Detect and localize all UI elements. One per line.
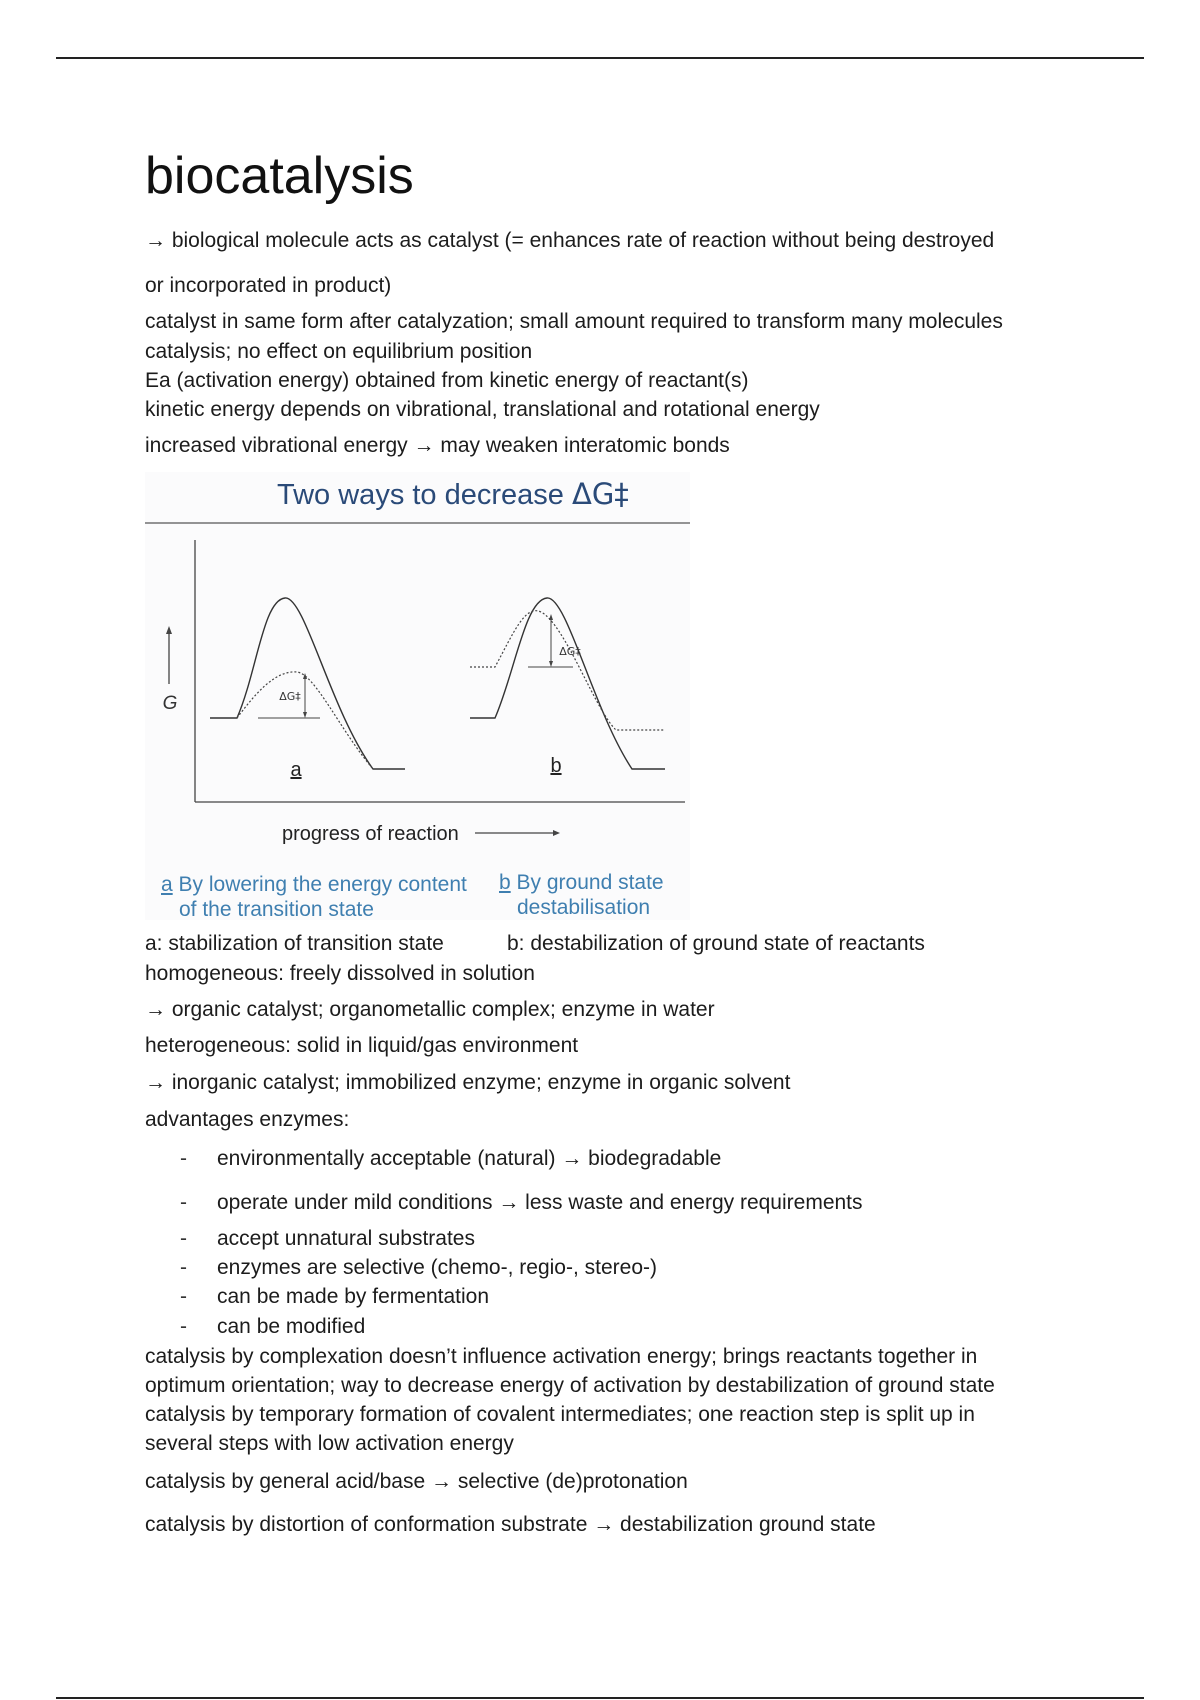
stabilization-b-text: b: destabilization of ground state of reactants xyxy=(507,932,925,955)
intro-line: → biological molecule acts as catalyst (= enhances rate of reaction without being destroyed xyxy=(145,229,995,252)
advantage-item: enzymes are selective (chemo-, regio-, stereo-) xyxy=(217,1256,657,1279)
body-line: homogeneous: freely dissolved in solution xyxy=(145,962,535,985)
closing-line: catalysis by complexation doesn’t influence activation energy; brings reactants together in xyxy=(145,1345,978,1368)
panel-b-arrow-head-top xyxy=(549,614,553,620)
figure-title-text: Two ways to decrease xyxy=(277,479,572,511)
panel-b-label: b xyxy=(550,755,562,777)
caption-a-line2: of the transition state xyxy=(179,898,374,921)
body-line: heterogeneous: solid in liquid/gas environment xyxy=(145,1034,579,1057)
closing-line: optimum orientation; way to decrease energy of activation by destabilization of ground state xyxy=(145,1374,995,1397)
caption-a-letter: a xyxy=(161,873,173,896)
caption-b xyxy=(499,870,664,920)
intro-line: increased vibrational energy → may weaken interatomic bonds xyxy=(145,434,730,457)
panel-b-destabilised-curve xyxy=(470,611,665,730)
stabilization-a-text: a: stabilization of transition state xyxy=(145,932,444,955)
closing-line: catalysis by general acid/base → selective (de)protonation xyxy=(145,1470,688,1493)
bullet-marker: - xyxy=(180,1227,187,1250)
advantage-item: accept unnatural substrates xyxy=(217,1227,475,1250)
panel-a-uncatalysed-curve xyxy=(210,598,405,769)
closing-line: catalysis by distortion of conformation substrate → destabilization ground state xyxy=(145,1513,876,1536)
y-axis-label: G xyxy=(162,693,178,714)
panel-a-arrow-head-bottom xyxy=(303,712,307,718)
intro-line: catalyst in same form after catalyzation; small amount required to transform many molecules xyxy=(145,310,1003,333)
panel-b-uncatalysed-curve xyxy=(470,598,665,769)
intro-line: Ea (activation energy) obtained from kinetic energy of reactant(s) xyxy=(145,369,749,392)
caption-a-line1: By lowering the energy content xyxy=(172,873,467,896)
intro-line: or incorporated in product) xyxy=(145,274,392,297)
advantages-heading: advantages enzymes: xyxy=(145,1108,350,1131)
top-rule xyxy=(56,57,1144,59)
bullet-marker: - xyxy=(180,1147,187,1170)
bullet-marker: - xyxy=(180,1256,187,1279)
panel-a-delta-g-label: ΔG‡ xyxy=(279,690,301,703)
caption-b-letter: b xyxy=(499,871,511,894)
closing-line: catalysis by temporary formation of covalent intermediates; one reaction step is split up in xyxy=(145,1403,975,1426)
bullet-marker: - xyxy=(180,1315,187,1338)
caption-b-line2: destabilisation xyxy=(517,896,651,919)
panel-b-arrow-head-bottom xyxy=(549,661,553,667)
panel-b-delta-g-label: ΔG‡ xyxy=(559,645,581,658)
body-line: → inorganic catalyst; immobilized enzyme; enzyme in organic solvent xyxy=(145,1071,791,1094)
caption-a xyxy=(161,872,467,922)
bullet-marker: - xyxy=(180,1285,187,1308)
intro-line: kinetic energy depends on vibrational, translational and rotational energy xyxy=(145,398,820,421)
advantage-item: can be modified xyxy=(217,1315,366,1338)
x-axis-arrow-head xyxy=(553,830,560,836)
bottom-rule xyxy=(56,1697,1144,1699)
intro-line: catalysis; no effect on equilibrium position xyxy=(145,340,533,363)
page-title: biocatalysis xyxy=(145,147,414,205)
closing-line: several steps with low activation energy xyxy=(145,1432,514,1455)
panel-a-arrow-head-top xyxy=(303,673,307,679)
body-line: → organic catalyst; organometallic complex; enzyme in water xyxy=(145,998,715,1021)
g-arrow-head xyxy=(166,626,172,634)
x-axis-label: progress of reaction xyxy=(282,823,459,845)
bullet-marker: - xyxy=(180,1191,187,1214)
caption-b-line1: By ground state xyxy=(510,871,664,894)
energy-diagram-figure xyxy=(145,472,690,920)
panel-a-label: a xyxy=(290,759,302,781)
energy-diagram-svg xyxy=(145,472,690,920)
advantage-item: environmentally acceptable (natural) → biodegradable xyxy=(217,1147,722,1170)
delta-g-symbol: ΔG‡ xyxy=(571,477,629,511)
advantage-item: operate under mild conditions → less waste and energy requirements xyxy=(217,1191,863,1214)
advantage-item: can be made by fermentation xyxy=(217,1285,489,1308)
